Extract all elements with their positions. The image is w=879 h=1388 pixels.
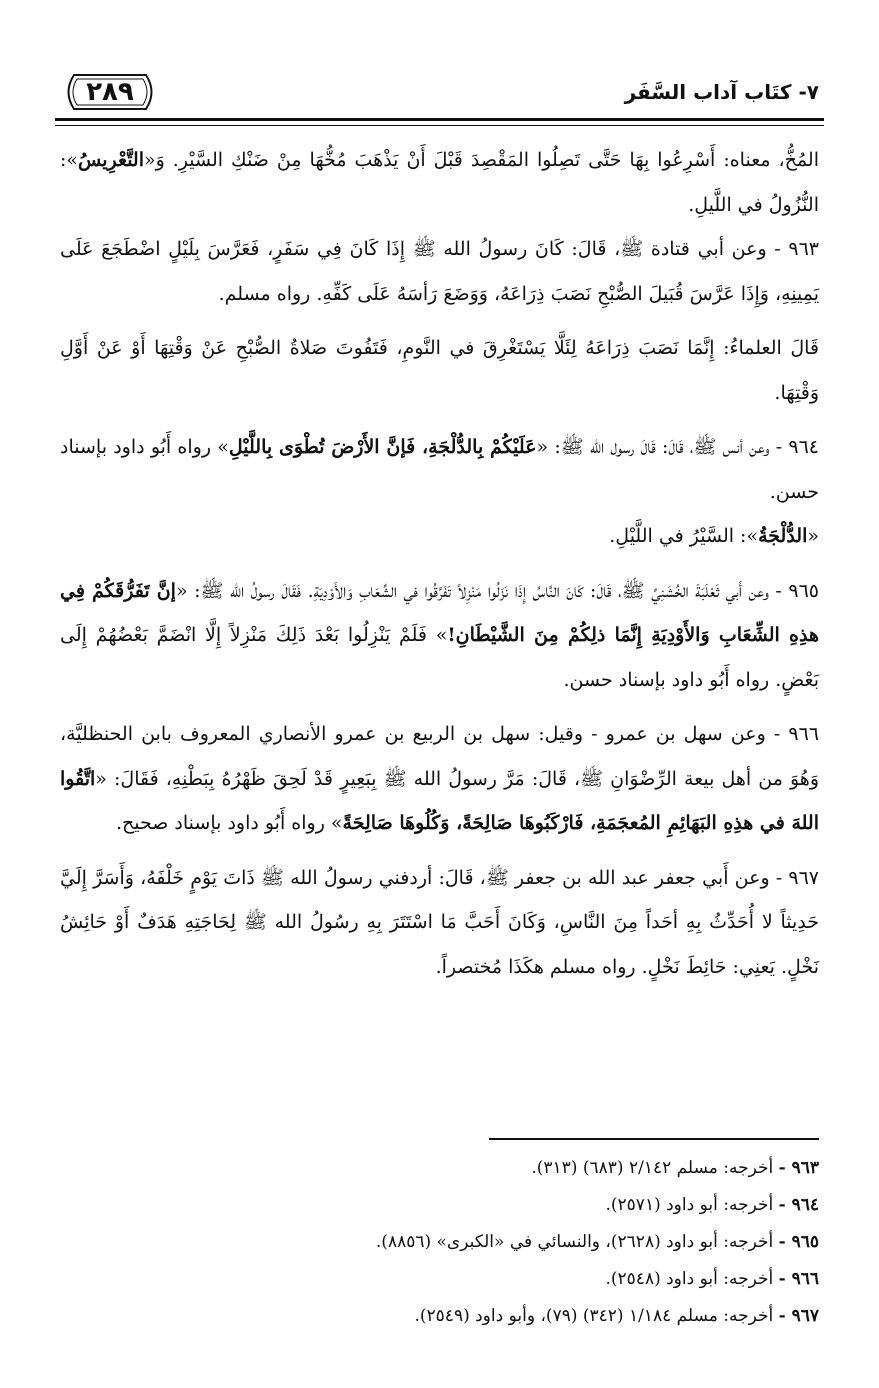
footnote-number: ٩٦٧ - — [778, 1306, 819, 1326]
page-header — [60, 68, 819, 116]
footnote-text: أخرجه: مسلم ٢/١٤٢ (٦٨٣) (٣١٣). — [531, 1158, 774, 1178]
main-text — [60, 138, 819, 999]
footnote-number: ٩٦٦ - — [778, 1269, 819, 1289]
page-number-frame — [60, 72, 160, 112]
footnote — [60, 1150, 819, 1187]
footnote-number: ٩٦٥ - — [778, 1232, 819, 1252]
footnote-separator — [489, 1138, 819, 1140]
page-number: ٢٨٩ — [86, 77, 134, 107]
footnote-text: أخرجه: أبو داود (٢٦٢٨)، والنسائي في «الكبرى» (٨٨٥٦). — [375, 1232, 774, 1252]
header-rule-thin — [55, 125, 824, 126]
paragraph: «الدُّلْجَةُ»: السَّيْرُ في اللَّيْلِ. — [609, 525, 819, 547]
footnote-text: أخرجه: أبو داود (٢٥٧١). — [605, 1195, 774, 1215]
footnote — [60, 1298, 819, 1335]
footnote — [60, 1187, 819, 1224]
hadith-964: ٩٦٤ - وعن أنس ﷺ، قَالَ: قَالَ رسول الله ﷺ: «عَلَيْكُمْ بِالدُّلْجَةِ، فَإنَّ الأَرْضَ تُطْوَى بِاللَّيْلِ» رواه أَبُو داود بإسناد حسن. — [60, 436, 820, 503]
header-rule-thick — [55, 118, 824, 121]
footnotes — [60, 1150, 819, 1335]
footnote — [60, 1224, 819, 1261]
hadith-966: ٩٦٦ - وعن سهل بن عمرو - وقيل: سهل بن الربيع بن عمرو الأنصاري المعروف بابن الحنظليَّة، وَهُوَ من أهل بيعة الرِّضْوَانِ ﷺ، قَالَ: مَرَّ رسولُ الله ﷺ بِبَعِيرٍ قَدْ لَحِقَ ظَهْرُهُ بِبَطْنِهِ، فَقَالَ: «اتَّقُوا اللهَ في هذِهِ البَهَائِمِ المُعجَمَةِ، فَارْكَبُوهَا صَالِحَةً، وَكُلُوهَا صَالِحَةً» رواه أَبُو داود بإسناد صحيح. — [60, 723, 819, 834]
paragraph: المُخُّ، معناه: أَسْرِعُوا بِهَا حَتَّى تَصِلُوا المَقْصِدَ قَبْلَ أَنْ يَذْهَبَ مُخُّهَا مِنْ ضَنْكِ السَّيْرِ. وَ«التَّعْرِيسُ»: النُّزُولُ في اللَّيلِ. — [60, 149, 819, 216]
paragraph: قَالَ العلماءُ: إِنَّمَا نَصَبَ ذِرَاعَهُ لِئَلَّا يَسْتَغْرِقَ في النَّومِ، فَتَفُوتَ صَلاةُ الصُّبْحِ عَنْ وَقْتِهَا أَوْ عَنْ أَوَّلِ وَقْتِهَا. — [60, 337, 819, 404]
prophetic-quote: اتَّقُوا اللهَ في هذِهِ البَهَائِمِ المُعجَمَةِ، فَارْكَبُوهَا صَالِحَةً، وَكُلُوهَا صَالِحَةً — [60, 767, 819, 834]
footnote-number: ٩٦٣ - — [778, 1158, 819, 1178]
footnote-text: أخرجه: مسلم ١/١٨٤ (٣٤٢) (٧٩)، وأبو داود (٢٥٤٩). — [414, 1306, 774, 1326]
hadith-965: ٩٦٥ - وعن أَبي ثَعْلَبَةَ الخُشَنِيِّ ﷺ، قَالَ: كَانَ النَّاسُ إِذَا نَزَلُوا مَنْزِلاً تَفَرَّقُوا في الشِّعَابِ وَالأَوْدِيَةِ. فَقَالَ رسولُ الله ﷺ: «إنَّ تَفَرُّقَكُمْ فِي هذِهِ الشِّعَابِ وَالأَوْدِيَةِ إِنَّمَا ذلِكُمْ مِنَ الشَّيْطَانِ!» فَلَمْ يَنْزِلُوا بَعْدَ ذَلِكَ مَنْزِلاً إِلَّا انْضَمَّ بَعْضُهُمْ إِلَى بَعْضٍ. رواه أَبُو داود بإسناد حسن. — [60, 579, 819, 691]
footnote — [60, 1261, 819, 1298]
running-title: ٧- كتَاب آداب السَّفَر — [624, 80, 819, 104]
footnote-number: ٩٦٤ - — [778, 1195, 819, 1215]
prophetic-quote: عَلَيْكُمْ بِالدُّلْجَةِ، فَإنَّ الأَرْضَ تُطْوَى بِاللَّيْلِ — [228, 436, 537, 458]
defined-term: الدُّلْجَةُ — [758, 525, 808, 547]
prophetic-quote: إنَّ تَفَرُّقَكُمْ فِي هذِهِ الشِّعَابِ وَالأَوْدِيَةِ إِنَّمَا ذلِكُمْ مِنَ الشَّيْطَانِ! — [60, 579, 819, 646]
footnote-text: أخرجه: أبو داود (٢٥٤٨). — [605, 1269, 774, 1289]
defined-term: التَّعْرِيسُ — [78, 149, 144, 171]
hadith-963: ٩٦٣ - وعن أبي قتادة ﷺ، قَالَ: كَانَ رسولُ الله ﷺ إِذَا كَانَ فِي سَفَرٍ، فَعَرَّسَ بِلَيْلٍ اضْطَجَعَ عَلَى يَمِينِهِ، وَإِذَا عَرَّسَ قُبَيلَ الصُّبْحِ نَصَبَ ذِرَاعَهُ، وَوَضَعَ رَأسَهُ عَلَى كَفِّهِ. رواه مسلم. — [60, 238, 819, 305]
hadith-967: ٩٦٧ - وعن أَبي جعفر عبد الله بن جعفر ﷺ، قَالَ: أردفني رسولُ الله ﷺ ذَاتَ يَوْمٍ خَلْفَهُ، وَأَسَرَّ إِلَيَّ حَدِيثاً لا أُحَدِّثُ بِهِ أحَداً مِنَ النَّاسِ، وَكَانَ أَحَبَّ مَا اسْتَتَرَ بِهِ رسُولُ الله ﷺ لِحَاجَتِهِ هَدَفٌ أَوْ حَائِشُ نَخْلٍ. يَعنِي: حَائِطَ نَخْلٍ. رواه مسلم هكَذَا مُختصراً. — [60, 866, 819, 978]
